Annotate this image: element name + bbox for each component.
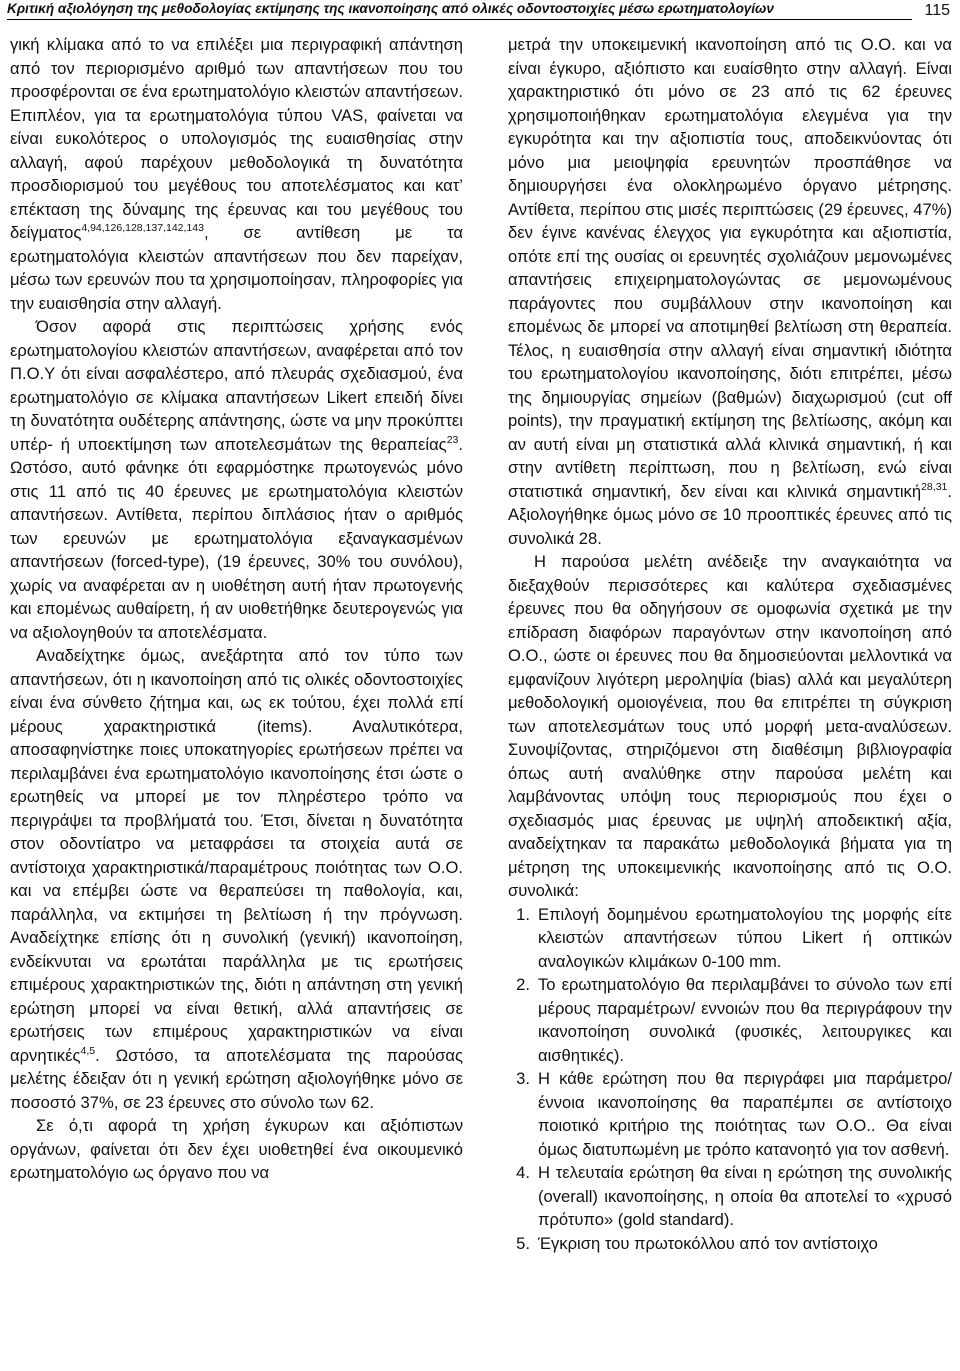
left-column	[10, 33, 463, 1185]
citation: 4,94,126,128,137,142,143	[81, 222, 204, 234]
right-paragraph-1: μετρά την υποκειμενική ικανοποίηση από τις Ο.Ο. και να είναι έγκυρο, αξιόπιστο και ευαίσθητο στην αλλαγή. Είναι χαρακτηριστικό ότι μόνο σε 23 από τις 62 έρευνες χρησιμοποιήθηκαν ερωτηματολόγια ελεγμένα για την εγκυρότητα και την αξιοπιστία τους, αποδεικνύοντας ότι μόνο μια μειοψηφία ερευνητών προσπάθησε να δημιουργήσει ένα ολοκληρωμένο όργανο μέτρησης. Αντίθετα, περίπου στις μισές περιπτώσεις (29 έρευνες, 47%) δεν έγινε κανένας έλεγχος για εγκυρότητα και αξιοπιστία, οπότε επί της ουσίας οι ερευνητές σχολιάζουν μεμονωμένες απαντήσεις επιχειρηματολογώντας σε μεμονωμένους παράγοντες που συμβάλλουν στην ικανοποίηση και επομένως δε μπορεί να αποτιμηθεί βελτίωση στη θεραπεία. Τέλος, η ευαισθησία στην αλλαγή είναι σημαντική ιδιότητα του ερωτηματολογίου ικανοποίησης, διότι επιτρέπει, μέσω της δημιουργίας σημείων (βαθμών) διαχωρισμού (cut off points), την πραγματική εκτίμηση της βελτίωσης, ακόμη και αν αυτή είναι μη στατιστικά αλλά κλινικά σημαντική, ή και στην αντίθετη περίπτωση, που η βελτίωση, ενώ είναι στατιστικά σημαντική, δεν είναι και κλινικά σημαντική$^{28,31}$. Αξιολογήθηκε όμως μόνο σε 10 προοπτικές έρευνες από τις συνολικά 28.	[508, 35, 952, 548]
right-column	[508, 33, 952, 1255]
list-item: 5. Έγκριση του πρωτοκόλλου από τον αντίστοιχο	[516, 1233, 878, 1253]
citation: 28,31	[921, 480, 948, 493]
list-item: 1. Επιλογή δομημένου ερωτηματολογίου της μορφής είτε κλειστών απαντήσεων τύπου Likert ή οπτικών αναλογικών κλιμάκων 0-100 mm.	[516, 904, 952, 971]
left-paragraph-1: γική κλίμακα από το να επιλέξει μια περιγραφική απάντηση από τον περιορισμένο αριθμό των απαντήσεων που του προσφέρονται σε ένα ερωτηματολόγιο κλειστών απαντήσεων. Επιπλέον, για τα ερωτηματολόγια τύπου VAS, φαίνεται να είναι ευκολότερος ο υπολογισμός της ευαισθησίας στην αλλαγή, αφού παρέχουν μεθοδολογικά τη δυνατότητα προσδιορισμού του μεγέθους του αποτελέσματος και κατ’ επέκταση της δύναμης της έρευνας και του μεγέθους του δείγματος$^{4,94,126,128,137,142,143}$, σε αντίθεση με τα ερωτηματολόγια κλειστών απαντήσεων που δεν παρείχαν, μέσω των ερευνών που τα χρησιμοποίησαν, πληροφορίες για την ευαισθησία στην αλλαγή.	[10, 35, 463, 313]
left-paragraph-2: Όσον αφορά στις περιπτώσεις χρήσης ενός ερωτηματολογίου κλειστών απαντήσεων, αναφέρεται από τον Π.Ο.Υ ότι είναι ασφαλέστερο, από πλευράς σχεδιασμού, ένα ερωτηματολόγιο σε κλίμακα απαντήσεων Likert επειδή δίνει τη δυνατότητα ουδέτερης απάντησης, ώστε να μην προκύπτει υπέρ- ή υποεκτίμηση των αποτελεσμάτων της θεραπείας$^{23}$. Ωστόσο, αυτό φάνηκε ότι εφαρμόστηκε πρωτογενώς μόνο στις 11 από τις 40 έρευνες με ερωτηματολόγια κλειστών απαντήσεων. Αντίθετα, περίπου διπλάσιος ήταν ο αριθμός των ερευνών με ερωτηματολόγια εξαναγκασμένων απαντήσεων (forced-type), (19 έρευνες, 30% του συνόλου), χωρίς να αναφέρεται αν η υιοθέτηση αυτή ήταν πρωτογενής και επομένως αυθαίρετη, ή αν υιοθετήθηκε δευτερογενώς για να αξιολογηθούν τα αποτελέσματα.	[10, 317, 463, 642]
list-item: 2. Το ερωτηματολόγιο θα περιλαμβάνει το σύνολο των επί μέρους παραμέτρων/ εννοιών που θα περιγράφουν την ικανοποίηση συνολικά (φυσικές, λειτουργικες και αισθητικές).	[516, 975, 952, 1065]
methodology-steps-list	[508, 903, 952, 1256]
list-item: 4. Η τελευταία ερώτηση θα είναι η ερώτηση της συνολικής (overall) ικανοποίησης, η οποία θα αποτελεί το «χρυσό πρότυπο» (gold standard).	[516, 1163, 952, 1229]
running-title: Κριτική αξιολόγηση της μεθοδολογίας εκτίμησης της ικανοποίησης από ολικές οδοντοστοιχίες μέσω ερωτηματολογίων	[7, 1, 774, 16]
right-paragraph-2: Η παρούσα μελέτη ανέδειξε την αναγκαιότητα να διεξαχθούν περισσότερες και καλύτερα σχεδιασμένες έρευνες που θα οδηγήσουν σε ομοφωνία σχετικά με την επίδραση διαφόρων παραγόντων στην ικανοποίηση από Ο.Ο., ώστε οι έρευνες που θα δημοσιεύονται μελλοντικά να εμφανίζουν λιγότερη μεροληψία (bias) αλλά και μεγαλύτερη μεθοδολογική ομοιογένεια, που θα επιτρέπει τη σύγκριση των αποτελεσμάτων τους υπό μορφή μετα-αναλύσεων. Συνοψίζοντας, στηριζόμενοι στη διαθέσιμη βιβλιογραφία όπως αυτή αναλύθηκε στην παρούσα μελέτη και λαμβάνοντας υπόψη τους περιορισμούς που έχει ο σχεδιασμός μιας έρευνας με υψηλή αποδεικτική αξία, αναδείχτηκαν τα παρακάτω μεθοδολογικά βήματα για τη μέτρηση της υποκειμενικής ικανοποίησης από τις Ο.Ο. συνολικά:	[508, 552, 952, 900]
citation: 4,5	[80, 1044, 96, 1057]
page-number: 115	[924, 2, 950, 19]
list-item: 3. Η κάθε ερώτηση που θα περιγράφει μια παράμετρο/ έννοια ικανοποίησης θα παραπέμπει σε αντίστοιχο ποιοτικό κριτήριο της ποιότητας των Ο.Ο.. Θα είναι όμως διατυπωμένη με τρόπο κατανοητό για τον ασθενή.	[516, 1069, 952, 1159]
header-rule	[7, 19, 912, 20]
left-paragraph-3: Αναδείχτηκε όμως, ανεξάρτητα από τον τύπο των απαντήσεων, ότι η ικανοποίηση από τις ολικές οδοντοστοιχίες είναι ένα σύνθετο ζήτημα και, ως εκ τούτου, έχει πολλά επί μέρους χαρακτηριστικά (items). Αναλυτικότερα, αποσαφηνίστηκε ποιες υποκατηγορίες ερωτήσεων πρέπει να περιλαμβάνει ένα ερωτηματολόγιο ικανοποίησης έτσι ώστε ο ερωτηθείς να μπορεί με τον πληρέστερο τρόπο να περιγράψει τα προβλήματά του. Έτσι, δίνεται η δυνατότητα στον οδοντίατρο να μεταφράσει τα στοιχεία αυτά σε αντίστοιχα χαρακτηριστικά/παραμέτρους ποιότητας των Ο.Ο. και να επέμβει ώστε να θεραπεύσει τη παθολογία, και, παράλληλα, να εκτιμήσει τη βελτίωση ή την πρόγνωση. Αναδείχτηκε επίσης ότι η συνολική (γενική) ικανοποίηση, ενδείκνυται να ερωτάται παράλληλα με τις ερωτήσεις επιμέρους χαρακτηριστικών της, διότι η απάντηση στη γενική ερώτηση μπορεί να είναι θετική, αλλά απαντήσεις σε ερωτήσεις των επιμέρους χαρακτηριστικών να είναι αρνητικές$^{4,5}$. Ωστόσο, τα αποτελέσματα της παρούσας μελέτης έδειξαν ότι η γενική ερώτηση αξιολογήθηκε μόνο σε ποσοστό 37%, σε 23 έρευνες στο σύνολο των 62.	[10, 646, 463, 1112]
left-paragraph-4: Σε ό,τι αφορά τη χρήση έγκυρων και αξιόπιστων οργάνων, φαίνεται ότι δεν έχει υιοθετηθεί ένα οικουμενικό ερωτηματολόγιο ως όργανο που να	[10, 1116, 463, 1182]
running-header	[7, 0, 952, 22]
citation: 23	[446, 433, 459, 446]
